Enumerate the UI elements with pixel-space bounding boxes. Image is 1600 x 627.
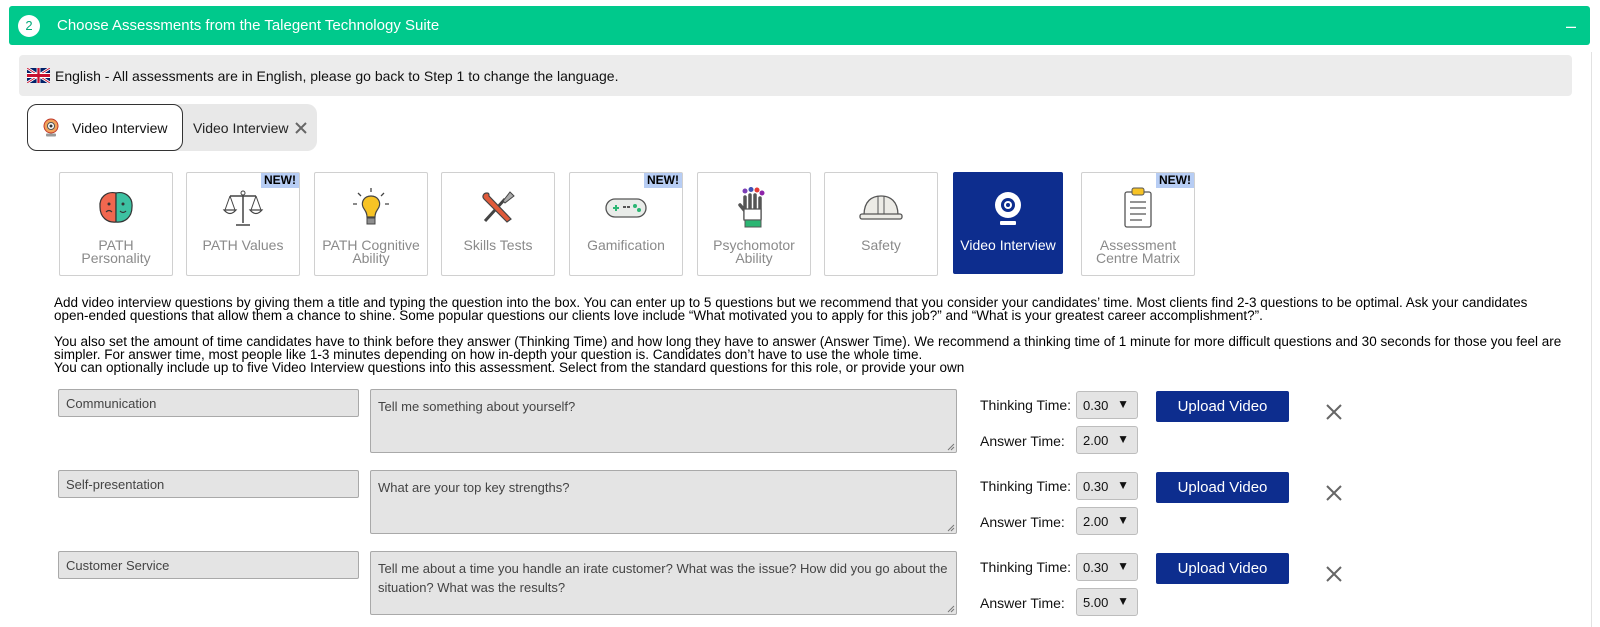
answer-time-select[interactable]	[1076, 588, 1138, 616]
category-label: PATH Cognitive Ability	[322, 237, 420, 266]
close-icon[interactable]	[294, 121, 308, 135]
question-title-input[interactable]: Communication	[58, 389, 359, 417]
dropdown-arrow-icon: ▼	[1117, 559, 1129, 573]
language-text: English - All assessments are in English, please go back to Step 1 to change the language.	[55, 67, 619, 84]
question-title-input[interactable]: Customer Service	[58, 551, 359, 579]
upload-video-button[interactable]: Upload Video	[1156, 472, 1289, 503]
selected-value: 0.30	[1083, 479, 1109, 494]
category-label: Video Interview	[960, 237, 1056, 253]
hard-hat-icon	[858, 187, 904, 229]
thinking-time-select[interactable]	[1076, 553, 1138, 581]
new-badge: NEW!	[261, 173, 299, 188]
tab-video-interview[interactable]	[27, 104, 183, 151]
answer-time-label: Answer Time:	[980, 433, 1065, 449]
category-label: PATH Personality	[81, 237, 151, 266]
upload-video-button[interactable]: Upload Video	[1156, 553, 1289, 584]
thinking-time-select[interactable]	[1076, 472, 1138, 500]
dropdown-arrow-icon: ▼	[1117, 478, 1129, 492]
instructions-paragraph: You can optionally include up to five Video Interview questions into this assessment. Select from the standard questions for this role, or provide your own	[54, 360, 965, 375]
instructions-paragraph: You also set the amount of time candidates have to think before they answer (Thinking Time) and how long they have to answer (Answer Time). We recommend a thinking time of 1 minute for more difficult questions and 30 seconds for those you feel are simpler. For answer time, most people like 1-3 minutes depending on how in-depth your question is. Candidates don’t have to use the whole time.	[54, 334, 1562, 362]
category-label: Psychomotor Ability	[713, 237, 795, 266]
dropdown-arrow-icon: ▼	[1117, 594, 1129, 608]
language-notice	[19, 55, 1572, 96]
thinking-time-label: Thinking Time:	[980, 397, 1072, 413]
question-title-input[interactable]: Self-presentation	[58, 470, 359, 498]
brain-faces-icon	[95, 187, 137, 229]
answer-time-select[interactable]	[1076, 507, 1138, 535]
thinking-time-label: Thinking Time:	[980, 559, 1072, 575]
tools-icon	[477, 187, 519, 229]
thinking-time-label: Thinking Time:	[980, 478, 1072, 494]
question-text: Tell me something about yourself?	[378, 399, 576, 414]
selected-value: 2.00	[1083, 514, 1109, 529]
dropdown-arrow-icon: ▼	[1117, 513, 1129, 527]
step-number: 2	[18, 15, 40, 37]
resize-grip-icon[interactable]	[946, 442, 955, 451]
tab-video-interview-removable[interactable]	[173, 104, 317, 151]
webcam-icon	[987, 187, 1029, 229]
category-path-personality[interactable]	[59, 172, 173, 276]
tab-label: Video Interview	[193, 119, 289, 136]
clipboard-icon	[1117, 187, 1159, 229]
resize-grip-icon[interactable]	[946, 523, 955, 532]
category-gamification[interactable]	[569, 172, 683, 276]
dropdown-arrow-icon: ▼	[1117, 397, 1129, 411]
category-skills-tests[interactable]	[441, 172, 555, 276]
hand-icon	[733, 187, 775, 229]
question-text-input[interactable]	[370, 551, 957, 615]
category-label: Assessment Centre Matrix	[1095, 237, 1181, 266]
question-text: Tell me about a time you handle an irate customer? What was the issue? How did you go about the situation? What was the results?	[378, 561, 948, 595]
category-video-interview[interactable]	[953, 172, 1063, 274]
category-assessment-centre-matrix[interactable]	[1081, 172, 1195, 276]
answer-time-label: Answer Time:	[980, 595, 1065, 611]
selected-value: 5.00	[1083, 595, 1109, 610]
question-text-input[interactable]	[370, 470, 957, 534]
tab-label: Video Interview	[72, 119, 168, 136]
section-title: Choose Assessments from the Talegent Technology Suite	[57, 17, 440, 34]
selected-assessments-tabs	[27, 104, 317, 152]
question-text-input[interactable]	[370, 389, 957, 453]
answer-time-label: Answer Time:	[980, 514, 1065, 530]
upload-video-button[interactable]: Upload Video	[1156, 391, 1289, 422]
category-safety[interactable]	[824, 172, 938, 276]
resize-grip-icon[interactable]	[946, 604, 955, 613]
selected-value: 2.00	[1083, 433, 1109, 448]
answer-time-select[interactable]	[1076, 426, 1138, 454]
remove-question-icon[interactable]	[1325, 484, 1343, 502]
category-label: Skills Tests	[463, 237, 533, 253]
question-row	[0, 389, 1600, 461]
category-label: PATH Values	[202, 237, 284, 253]
gamepad-icon	[603, 187, 649, 229]
webcam-icon	[41, 118, 61, 138]
category-path-values[interactable]	[186, 172, 300, 276]
dropdown-arrow-icon: ▼	[1117, 432, 1129, 446]
remove-question-icon[interactable]	[1325, 403, 1343, 421]
uk-flag-icon	[27, 68, 50, 83]
question-text: What are your top key strengths?	[378, 480, 570, 495]
thinking-time-select[interactable]	[1076, 391, 1138, 419]
category-path-cognitive-ability[interactable]	[314, 172, 428, 276]
scales-icon	[222, 187, 264, 229]
category-label: Safety	[861, 237, 901, 253]
selected-value: 0.30	[1083, 398, 1109, 413]
question-row	[0, 470, 1600, 542]
selected-value: 0.30	[1083, 560, 1109, 575]
collapse-icon[interactable]: –	[1565, 16, 1576, 36]
category-psychomotor-ability[interactable]	[697, 172, 811, 276]
question-row	[0, 551, 1600, 623]
instructions-paragraph: Add video interview questions by giving them a title and typing the question into the box. You can enter up to 5 questions but we recommend that you consider your candidates’ time. Most clients find 2-3 questions to be optimal. Ask your candidates open-ended questions that allow them a chance to shine. Some popular questions our clients love include “What motivated you to apply for this job?” and “What is your greatest career accomplishment?”.	[54, 295, 1528, 323]
category-label: Gamification	[587, 237, 665, 253]
instructions	[54, 296, 1564, 374]
section-header[interactable]	[9, 6, 1590, 45]
new-badge: NEW!	[1156, 173, 1194, 188]
remove-question-icon[interactable]	[1325, 565, 1343, 583]
new-badge: NEW!	[644, 173, 682, 188]
lightbulb-icon	[350, 187, 392, 229]
